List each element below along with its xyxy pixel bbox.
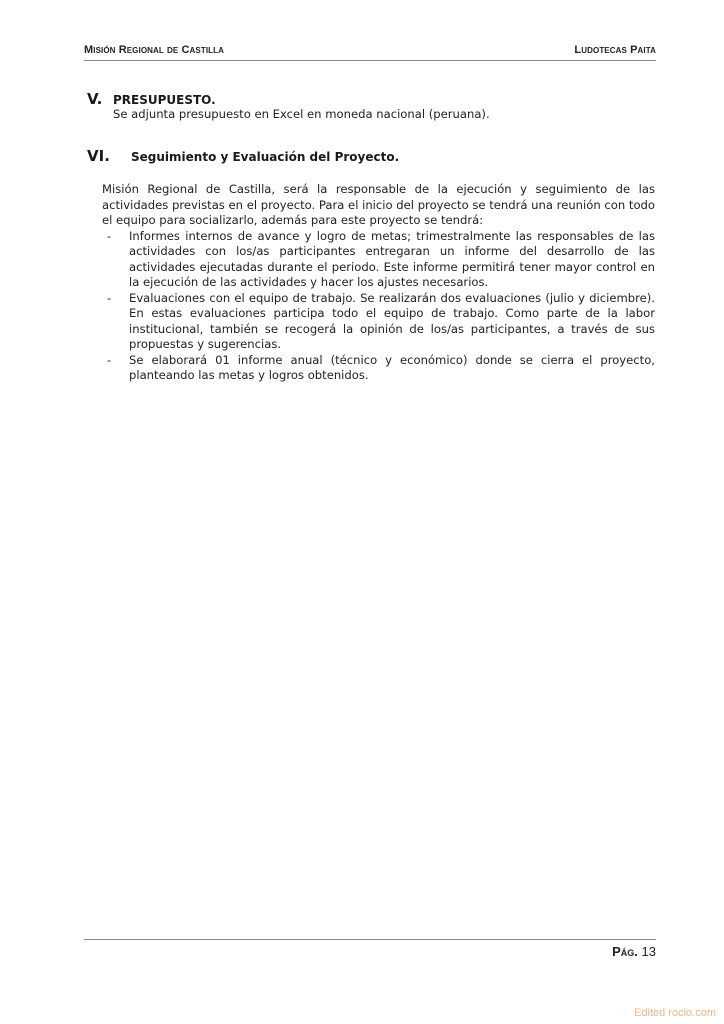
bullet-dash: - (107, 290, 112, 305)
intro-paragraph: Misión Regional de Castilla, será la responsable de la ejecución y seguimiento de las actividades previstas en el proyecto. Para el inicio del proyecto se tendrá una reunión con todo el equipo para socializarlo, además para este proyecto se tendrá: (102, 182, 655, 227)
watermark: Edited rocio.com (634, 1007, 716, 1019)
section-monitoring-body (102, 182, 655, 384)
list-item-text: Se elaborará 01 informe anual (técnico y económico) donde se cierra el proyecto, planteando las metas y logros obtenidos. (129, 352, 655, 382)
page-label: Pág. (612, 944, 638, 959)
list-item-text: Informes internos de avance y logro de metas; trimestralmente las responsables de las actividades con los/as participantes entregaran un informe del desarrollo de las actividades ejecutadas durante el periodo. Este informe permitirá tener mayor control en la ejecución de las actividades y hacer los ajustes necesarios. (129, 228, 655, 289)
section-number: VI. (87, 147, 110, 165)
header-organization: Misión Regional de Castilla (84, 44, 225, 56)
list-item (102, 229, 655, 291)
header-project: Ludotecas Paita (574, 44, 656, 56)
section-title: Seguimiento y Evaluación del Proyecto. (131, 150, 400, 164)
section-budget-heading (87, 89, 216, 108)
page-header (84, 44, 656, 56)
footer-divider (84, 939, 656, 940)
page-number-value: 13 (641, 944, 656, 959)
header-divider (84, 60, 656, 61)
section-title: PRESUPUESTO. (113, 93, 216, 107)
list-item-text: Evaluaciones con el equipo de trabajo. Se realizarán dos evaluaciones (julio y diciembre). En estas evaluaciones participa todo el equipo de trabajo. Como parte de la labor institucional, también se recogerá la opinión de los/as participantes, a través de sus propuestas y sugerencias. (129, 290, 655, 351)
bullet-dash: - (107, 228, 112, 243)
section-budget-text: Se adjunta presupuesto en Excel en moneda nacional (peruana). (113, 107, 490, 121)
section-monitoring-heading (87, 146, 399, 165)
bullet-dash: - (107, 352, 112, 367)
list-item (102, 291, 655, 353)
page-number (612, 944, 656, 959)
list-item (102, 353, 655, 384)
section-number: V. (87, 90, 103, 108)
bullet-list (102, 229, 655, 384)
